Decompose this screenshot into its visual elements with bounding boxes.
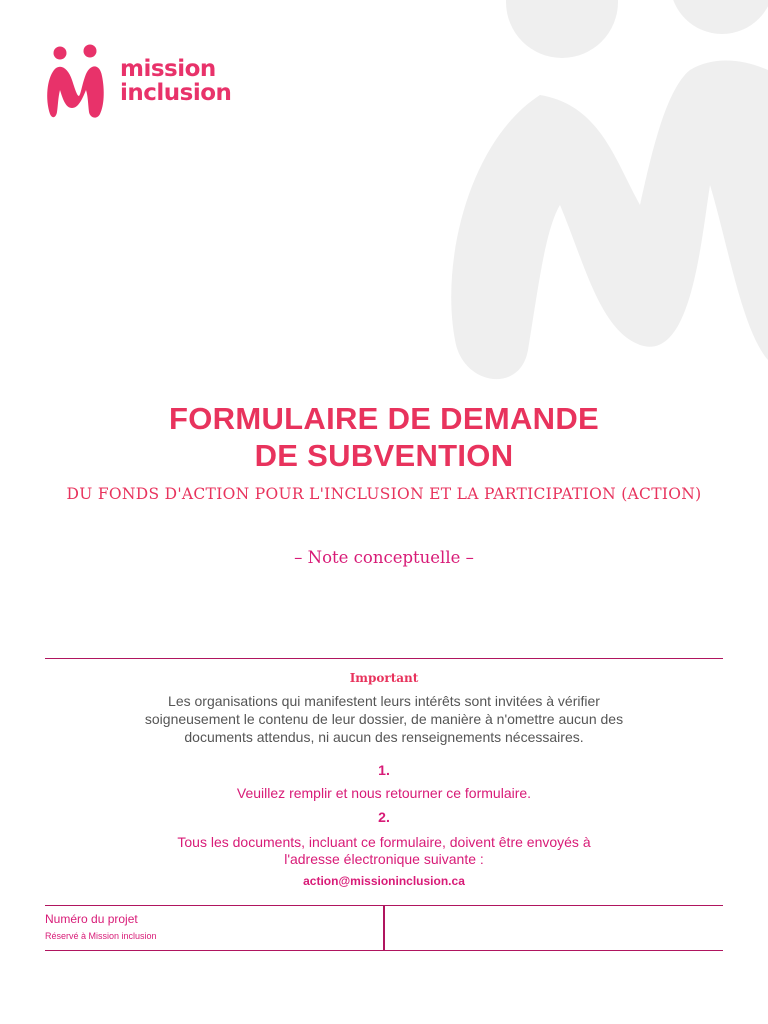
- field-separator: [383, 905, 385, 950]
- step-1-number: 1.: [378, 762, 390, 778]
- page-title-line-1: FORMULAIRE DE DEMANDE: [169, 401, 599, 436]
- project-number-value: [392, 914, 712, 942]
- important-text: Les organisations qui manifestent leurs intérêts sont invitées à vérifier soigneusement le contenu de leur dossier, de manière à n'omettre aucun des documents attendus, ni aucun des renseignements nécessaires.: [144, 693, 624, 745]
- step-2-text: Tous les documents, incluant ce formulaire, doivent être envoyés à l'adresse électronique suivante :: [177, 834, 591, 867]
- step-2-number: 2.: [378, 809, 390, 825]
- concept-note-label: – Note conceptuelle –: [294, 548, 474, 567]
- divider-field-bottom: [45, 950, 723, 951]
- page-title-line-2: DE SUBVENTION: [254, 438, 514, 473]
- divider-top: [45, 658, 723, 659]
- logo-wordmark: [120, 57, 231, 105]
- mission-inclusion-logo: [44, 44, 254, 120]
- project-number-label: Numéro du projet: [45, 912, 138, 926]
- project-number-sublabel: Réservé à Mission inclusion: [45, 931, 157, 941]
- contact-email: action@missioninclusion.ca: [303, 874, 465, 888]
- logo-word-mission: mission: [120, 56, 216, 82]
- step-1-text: Veuillez remplir et nous retourner ce formulaire.: [236, 785, 532, 801]
- page-subtitle: DU FONDS D'ACTION POUR L'INCLUSION ET LA PARTICIPATION (ACTION): [66, 485, 702, 503]
- page-title: [0, 400, 768, 474]
- mission-inclusion-logo-mark: [44, 44, 108, 120]
- logo-word-inclusion: inclusion: [120, 80, 232, 106]
- important-heading: Important: [349, 671, 419, 685]
